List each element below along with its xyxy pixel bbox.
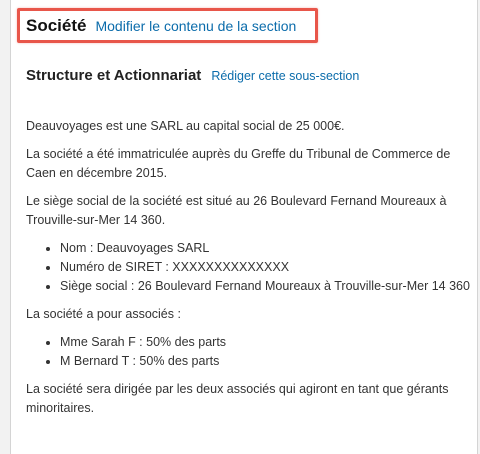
associates-list: [26, 333, 474, 371]
list-item-name: • Nom : Deauvoyages SARL: [60, 239, 474, 258]
list-item-head-office: • Siège social : 26 Boulevard Fernand Moureaux à Trouville-sur-Mer 14 360: [60, 277, 474, 296]
edit-subsection-link[interactable]: Rédiger cette sous-section: [211, 69, 360, 83]
subsection-title: Structure et Actionnariat: [26, 67, 202, 84]
company-info-list: [26, 239, 474, 296]
paragraph-capital: Deauvoyages est une SARL au capital social de 25 000€.: [26, 119, 345, 133]
list-item-siret: • Numéro de SIRET : XXXXXXXXXXXXXX: [60, 258, 474, 277]
paragraph-management: La société sera dirigée par les deux associés qui agiront en tant que gérants minoritaires.: [26, 382, 449, 415]
paragraph-registration: La société a été immatriculée auprès du Greffe du Tribunal de Commerce de Caen en décembre 2015.: [26, 147, 451, 180]
document-page: [10, 0, 478, 454]
list-item-associate: • M Bernard T : 50% des parts: [60, 352, 474, 371]
section-title: Société: [26, 15, 87, 35]
subsection-header: [26, 67, 359, 84]
paragraph-associates-intro: La société a pour associés :: [26, 307, 181, 321]
subsection-content: [26, 117, 474, 427]
paragraph-head-office: Le siège social de la société est situé au 26 Boulevard Fernand Moureaux à Trouville-sur-Mer 14 360.: [26, 194, 447, 227]
section-header: [17, 8, 318, 43]
list-item-associate: • Mme Sarah F : 50% des parts: [60, 333, 474, 352]
edit-section-link[interactable]: Modifier le contenu de la section: [95, 17, 297, 34]
